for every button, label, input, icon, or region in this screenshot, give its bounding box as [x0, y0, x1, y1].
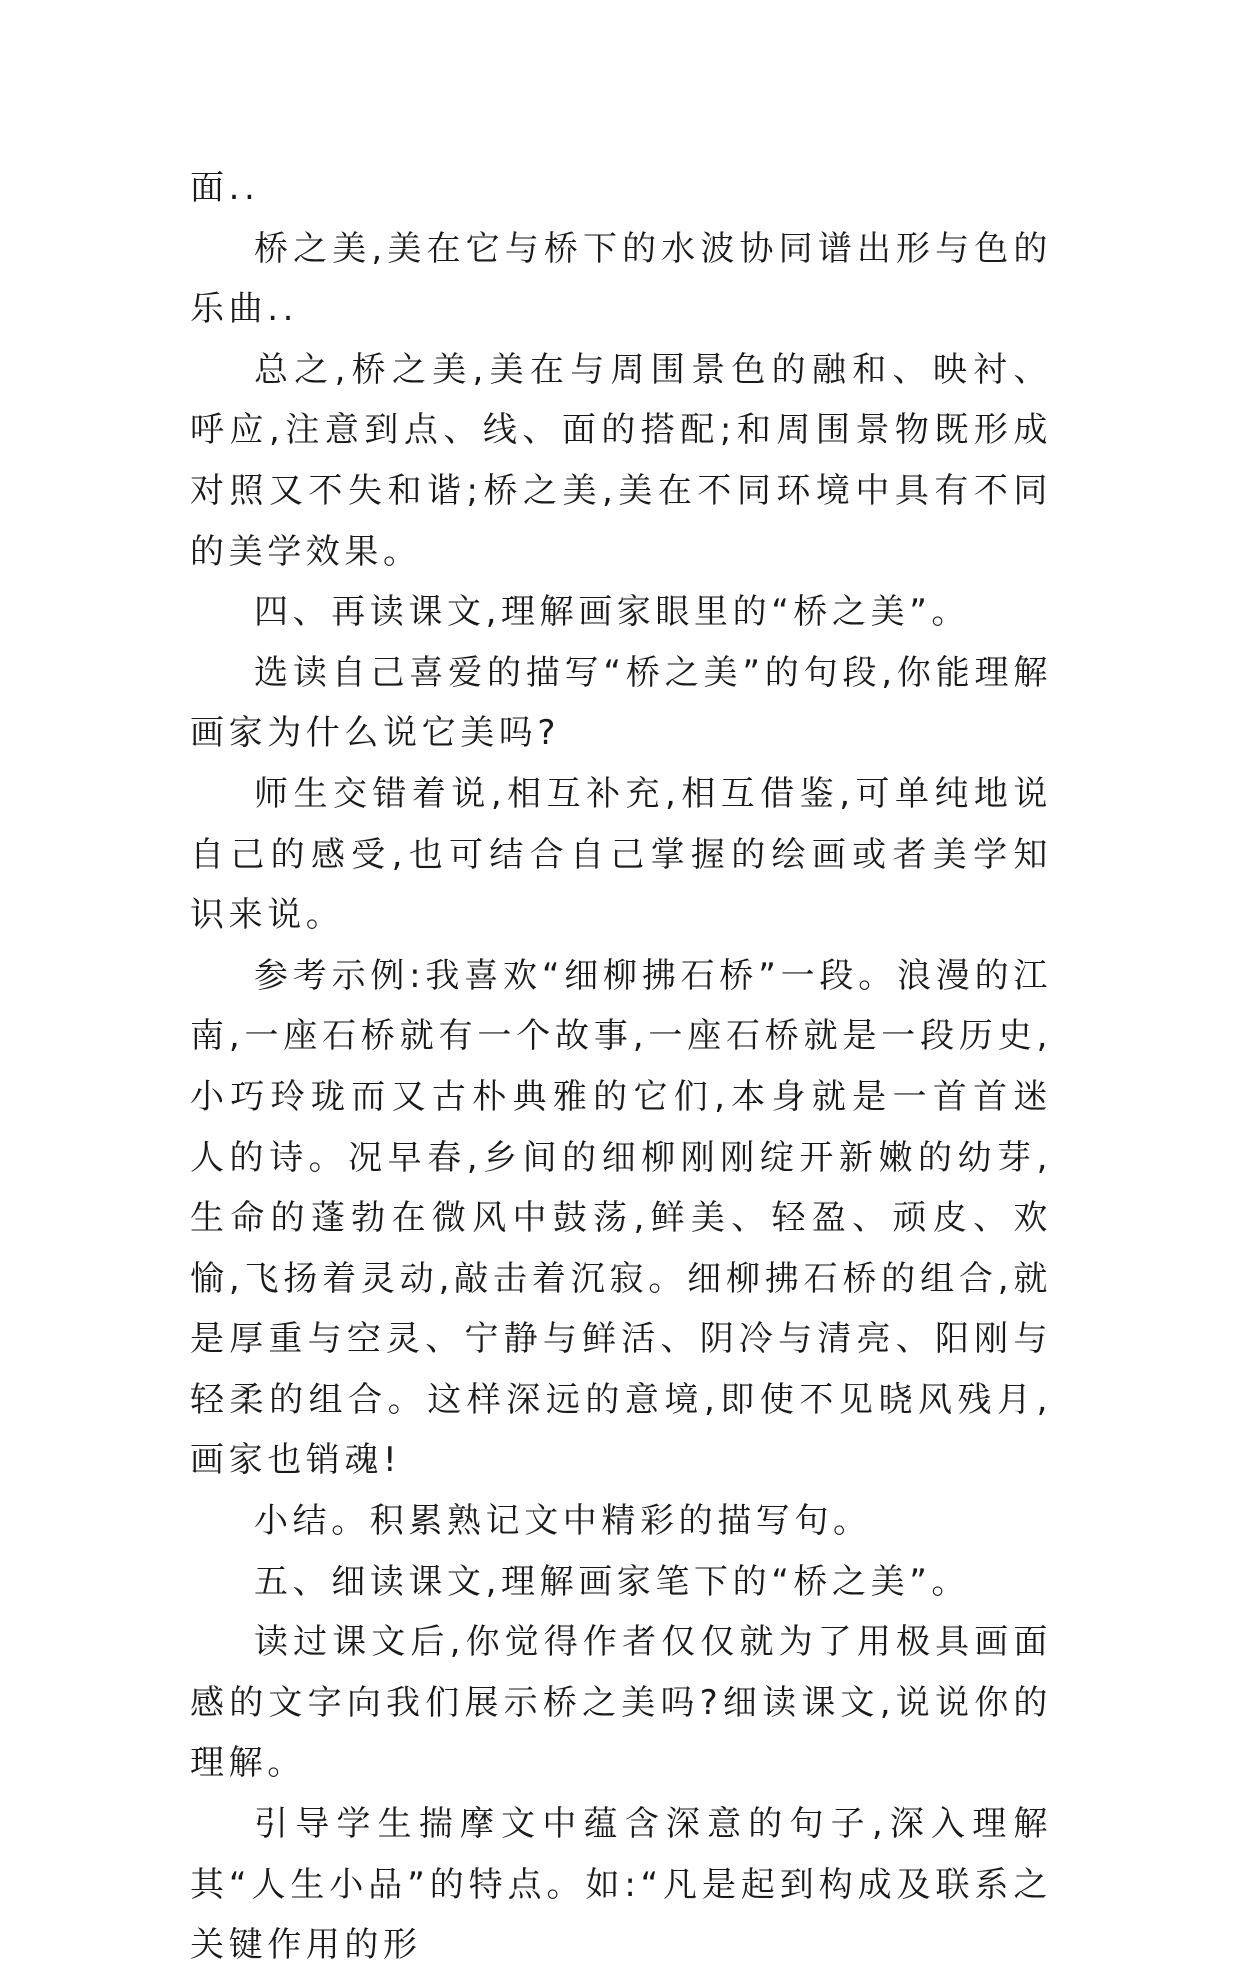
- paragraph: 面..: [190, 168, 260, 208]
- paragraph: 选读自己喜爱的描写“桥之美”的句段,你能理解画家为什么说它美吗?: [190, 652, 1052, 754]
- paragraph: 读过课文后,你觉得作者仅仅就为了用极具画面感的文字向我们展示桥之美吗?细读课文,说说你的理解。: [190, 1622, 1052, 1784]
- summary-paragraph: 小结。积累熟记文中精彩的描写句。: [254, 1501, 872, 1542]
- paragraph: 总之,桥之美,美在与周围景色的融和、映衬、呼应,注意到点、线、面的搭配;和周围景物既形成对照又不失和谐;桥之美,美在不同环境中具有不同的美学效果。: [190, 349, 1052, 572]
- document-body: [190, 158, 1052, 1976]
- section-heading: 四、再读课文,理解画家眼里的“桥之美”。: [254, 592, 971, 633]
- example-paragraph: 参考示例:我喜欢“细柳拂石桥”一段。浪漫的江南,一座石桥就有一个故事,一座石桥就是一段历史,小巧玲珑而又古朴典雅的它们,本身就是一首首迷人的诗。况早春,乡间的细柳刚刚绽开新嫩的幼芽,生命的蓬勃在微风中鼓荡,鲜美、轻盈、顽皮、欢愉,飞扬着灵动,敲击着沉寂。细柳拂石桥的组合,就是厚重与空灵、宁静与鲜活、阴冷与清亮、阳刚与轻柔的组合。这样深远的意境,即使不见晓风残月,画家也销魂!: [190, 955, 1052, 1481]
- paragraph: 引导学生揣摩文中蕴含深意的句子,深入理解其“人生小品”的特点。如:“凡是起到构成及联系之关键作用的形: [190, 1804, 1052, 1966]
- paragraph: 桥之美,美在它与桥下的水波协同谱出形与色的乐曲..: [190, 228, 1052, 330]
- paragraph: 师生交错着说,相互补充,相互借鉴,可单纯地说自己的感受,也可结合自己掌握的绘画或者美学知识来说。: [190, 773, 1052, 936]
- section-heading: 五、细读课文,理解画家笔下的“桥之美”。: [254, 1561, 971, 1602]
